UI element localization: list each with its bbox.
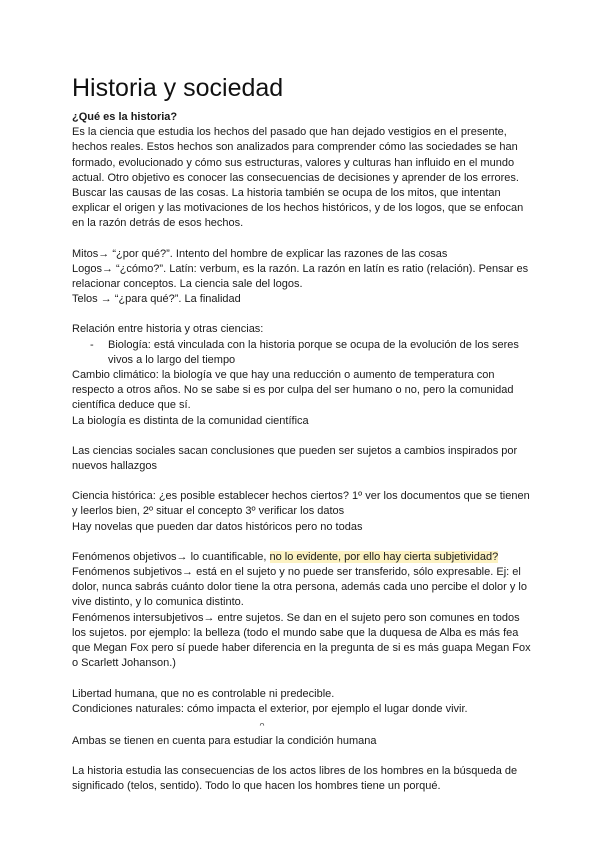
novelas-line: Hay novelas que pueden dar datos históricos pero no todas (72, 520, 363, 533)
intro-paragraph: Es la ciencia que estudia los hechos del pasado que han dejado vestigios en el presente, hechos reales. Estos hechos son analizados para comprender cómo las sociedades se han formado, evolucionado y cómo sus estructuras, valores y culturas han influido en el mundo actual. Otro objetivo es conocer las consecuencias de decisiones y aprender de los errores. Buscar las causas de las cosas. La historia también se ocupa de los mitos, que intentan explicar el origen y las motivaciones de los hechos históricos, y de los logos, que se enfocan en la razón detrás de esos hechos. (72, 126, 524, 230)
relacion-heading: Relación entre historia y otras ciencias: (72, 323, 264, 336)
fenomenos-objetivos-text: Fenómenos objetivos→ lo cuantificable, (72, 550, 270, 563)
biologia-bullet-text: Biología: está vinculada con la historia porque se ocupa de la evolución de los seres vivos a lo largo del tiempo (108, 338, 519, 366)
fenomenos-objetivos-line (72, 550, 532, 565)
biologia-bullet-item (72, 338, 532, 368)
question-heading: ¿Qué es la historia? (72, 111, 178, 123)
bullet-dash: - (90, 338, 94, 351)
small-symbol: ᴖ (259, 719, 265, 730)
page-title: Historia y sociedad (72, 74, 284, 102)
mitos-line: Mitos→ “¿por qué?”. Intento del hombre de explicar las razones de las cosas (72, 247, 448, 260)
ciencias-sociales-paragraph: Las ciencias sociales sacan conclusiones que pueden ser sujetos a cambios inspirados por nuevos hallazgos (72, 444, 518, 473)
highlighted-text: no lo evidente, por ello hay cierta subjetividad? (269, 550, 499, 563)
ciencia-historica-paragraph: Ciencia histórica: ¿es posible establecer hechos ciertos? 1º ver los documentos que se tienen y leerlos bien, 2º situar el concepto 3º verificar los datos (72, 490, 530, 518)
logos-line: Logos→ “¿cómo?”. Latín: verbum, es la razón. La razón en latín es ratio (relación). Pensar es relacionar conceptos. La ciencia sale del logos. (72, 262, 529, 291)
cambio-climatico-paragraph: Cambio climático: la biología ve que hay una reducción o aumento de temperatura con respecto a otros años. No se sabe si es por culpa del ser humano o no, pero la comunidad científica deduce que sí. (72, 369, 514, 412)
biologia-distinta-line: La biología es distinta de la comunidad científica (72, 414, 309, 427)
fenomenos-intersubjetivos-paragraph: Fenómenos intersubjetivos→ entre sujetos. Se dan en el sujeto pero son comunes en todos los sujetos. por ejemplo: la belleza (todo el mundo sabe que la duquesa de Alba es más fea que Megan Fox pero sí puede haber diferencia en la pregunta de si es más guapa Megan Fox o Scarlett Johanson.) (72, 611, 531, 670)
libertad-line: Libertad humana, que no es controlable ni predecible. (72, 687, 335, 700)
condiciones-line: Condiciones naturales: cómo impacta el exterior, por ejemplo el lugar donde vivir. (72, 702, 468, 715)
document-page (72, 72, 532, 795)
ambas-line: Ambas se tienen en cuenta para estudiar la condición humana (72, 734, 377, 747)
telos-line: Telos → “¿para qué?”. La finalidad (72, 293, 241, 306)
conclusion-paragraph: La historia estudia las consecuencias de los actos libres de los hombres en la búsqueda de significado (telos, sentido). Todo lo que hacen los hombres tiene un porqué. (72, 765, 518, 793)
fenomenos-subjetivos-paragraph: Fenómenos subjetivos→ está en el sujeto y no puede ser transferido, sólo expresable. Ej: el dolor, nunca sabrás cuánto dolor tiene la otra persona, además cada uno percibe el dolor y lo vive distinto, y lo comunica distinto. (72, 566, 527, 609)
